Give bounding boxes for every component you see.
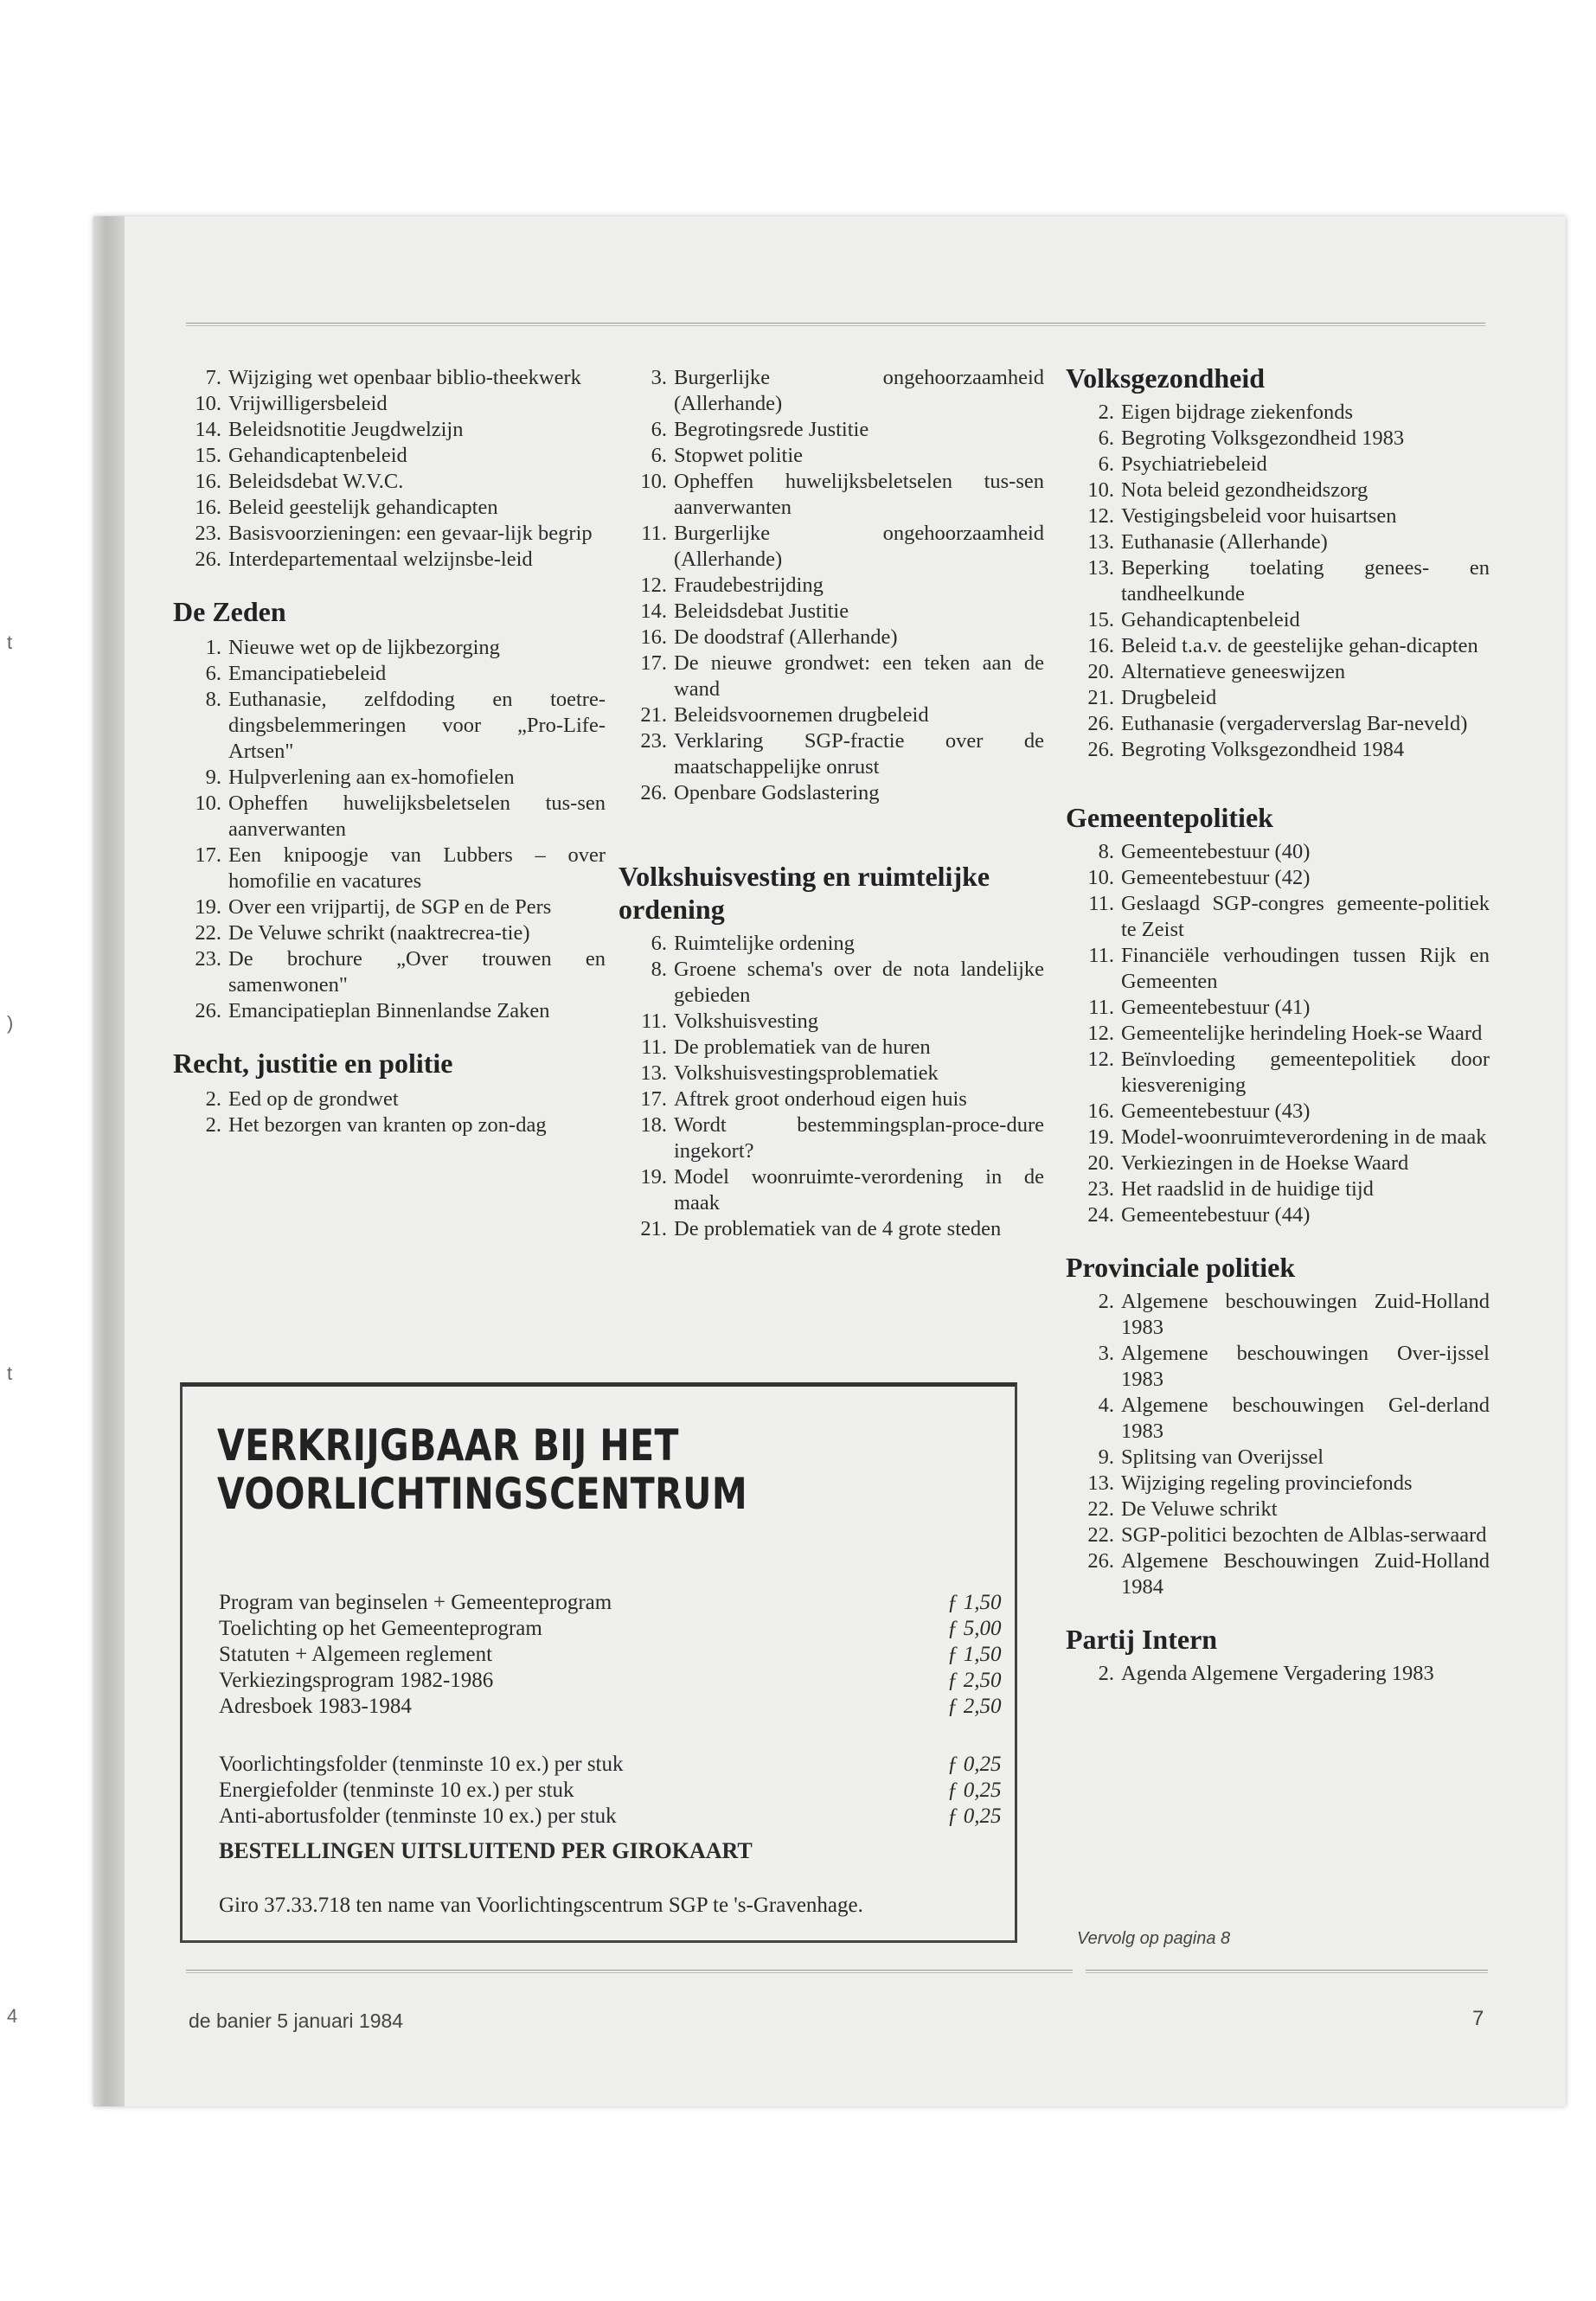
top-rule-2 [186,325,1485,326]
item-title: Wijziging regeling provinciefonds [1121,1471,1413,1495]
list-item [619,599,1044,625]
list-item [1066,711,1490,737]
list-item [1066,633,1490,659]
item-number: 10. [195,792,221,815]
list-item [173,1112,606,1138]
item-number: 14. [640,599,667,623]
list-item [619,573,1044,599]
item-number: 4. [1098,1394,1114,1417]
item-title: Opheffen huwelijksbeletselen tus-sen aanverwanten [228,792,606,841]
item-title: Beleidsvoornemen drugbeleid [674,703,929,727]
item-title: Openbare Godslastering [674,781,880,804]
item-number: 7. [205,366,221,389]
edge-mark: ) [7,1012,14,1034]
item-title: Gehandicaptenbeleid [228,444,407,467]
item-title: Het bezorgen van kranten op zon-dag [228,1113,547,1137]
item-number: 12. [1087,1022,1114,1045]
item-title: Euthanasie (vergaderverslag Bar-neveld) [1121,712,1468,735]
item-title: Verkiezingen in de Hoekse Waard [1121,1151,1409,1175]
list-item [173,521,606,547]
item-number: 2. [1098,401,1114,424]
edge-mark: t [7,1362,13,1384]
list-item [619,1216,1044,1242]
item-title: De problematiek van de 4 grote steden [674,1217,1002,1240]
list-item [1066,1176,1490,1202]
item-number: 3. [651,366,667,389]
list-item [1066,1522,1490,1548]
item-number: 22. [1087,1497,1114,1521]
list-de-zeden [173,635,606,1024]
item-number: 6. [205,662,221,685]
item-number: 23. [195,522,221,545]
product-price: ƒ 1,50 [947,1643,1002,1666]
list-justitie [619,365,1044,806]
item-title: Splitsing van Overijssel [1121,1445,1324,1469]
item-number: 6. [1098,426,1114,450]
list-item [173,920,606,946]
list-item [1066,426,1490,452]
item-title: Beleid geestelijk gehandicapten [228,496,498,519]
item-number: 26. [1087,712,1114,735]
box-title [217,1421,747,1518]
list-item [173,635,606,661]
product-price: ƒ 1,50 [947,1591,1002,1614]
list-item [1066,995,1490,1021]
product-price: ƒ 0,25 [947,1753,1002,1776]
item-number: 22. [1087,1523,1114,1547]
item-title: Gemeentebestuur (40) [1121,840,1311,863]
item-number: 19. [640,1165,667,1189]
item-title: Algemene beschouwingen Gel-derland 1983 [1121,1394,1490,1443]
list-item [619,728,1044,780]
item-title: Burgerlijke ongehoorzaamheid (Allerhande) [674,522,1044,571]
item-title: Fraudebestrijding [674,574,824,597]
item-title: Eed op de grondwet [228,1087,399,1111]
edge-marks [0,0,17,2301]
edge-mark: 4 [7,2005,18,2027]
list-item [1066,1393,1490,1445]
product-price: ƒ 2,50 [947,1669,1002,1692]
list-item [619,469,1044,521]
item-number: 12. [1087,504,1114,528]
list-item [173,894,606,920]
bottom-rule-left-2 [186,1972,1073,1973]
item-number: 6. [651,444,667,467]
item-number: 6. [651,932,667,955]
order-note: BESTELLINGEN UITSLUITEND PER GIROKAART [219,1838,753,1863]
item-title: Opheffen huwelijksbeletselen tus-sen aanverwanten [674,470,1044,519]
list-item [173,687,606,765]
list-item [1066,400,1490,426]
list-item [173,417,606,443]
heading-provinciale-politiek: Provinciale politiek [1066,1252,1296,1283]
item-title: Beleidsdebat W.V.C. [228,470,404,493]
list-item [1066,865,1490,891]
item-number: 11. [641,522,667,545]
box-title-line2: VOORLICHTINGSCENTRUM [217,1469,748,1519]
item-title: Nota beleid gezondheidszorg [1121,478,1368,502]
list-welzijn [173,365,606,573]
item-title: Nieuwe wet op de lijkbezorging [228,636,500,659]
list-item [1066,1021,1490,1047]
item-title: Emancipatiebeleid [228,662,387,685]
item-number: 16. [195,470,221,493]
product-name: Statuten + Algemeen reglement [219,1643,493,1666]
item-title: Eigen bijdrage ziekenfonds [1121,401,1354,424]
list-item [619,521,1044,573]
item-number: 26. [195,548,221,571]
list-item [173,469,606,495]
item-number: 12. [640,574,667,597]
item-number: 19. [195,895,221,919]
product-name: Voorlichtingsfolder (tenminste 10 ex.) per stuk [219,1753,624,1776]
item-title: De Veluwe schrikt (naaktrecrea-tie) [228,921,530,945]
item-title: Beïnvloeding gemeentepolitiek door kiesvereniging [1121,1048,1490,1097]
item-number: 11. [641,1009,667,1033]
item-title: Aftrek groot onderhoud eigen huis [674,1087,967,1111]
item-title: De doodstraf (Allerhande) [674,625,898,649]
list-item [1066,1202,1490,1228]
list-item [619,625,1044,651]
heading-recht-justitie-politie: Recht, justitie en politie [173,1048,453,1079]
bottom-rule-right [1086,1970,1488,1971]
item-number: 24. [1087,1203,1114,1227]
item-title: Euthanasie, zelfdoding en toetre-dingsbelemmeringen voor „Pro-Life-Artsen" [228,688,606,763]
item-number: 18. [640,1113,667,1137]
item-title: Begrotingsrede Justitie [674,418,869,441]
item-number: 2. [1098,1290,1114,1313]
list-item [1066,839,1490,865]
item-number: 26. [195,999,221,1022]
list-item [619,1009,1044,1035]
list-item [173,843,606,894]
list-item [619,702,1044,728]
item-title: Psychiatriebeleid [1121,452,1267,476]
item-number: 9. [205,766,221,789]
list-item [1066,1047,1490,1099]
item-title: Begroting Volksgezondheid 1984 [1121,738,1405,761]
heading-volkshuisvesting: Volkshuisvesting en ruimtelijke ordening [619,861,990,925]
product-name: Toelichting op het Gemeenteprogram [219,1617,542,1640]
list-item [1066,1548,1490,1600]
edge-mark: t [7,631,13,653]
item-number: 23. [640,729,667,753]
list-item [1066,555,1490,607]
list-item [173,765,606,791]
list-item [173,365,606,391]
bottom-rule-right-2 [1086,1972,1488,1973]
list-item [1066,478,1490,503]
heading-gemeentepolitiek: Gemeentepolitiek [1066,802,1273,833]
item-number: 11. [1088,996,1114,1019]
product-price: ƒ 0,25 [947,1804,1002,1828]
product-name: Verkiezingsprogram 1982-1986 [219,1669,494,1692]
item-number: 11. [641,1035,667,1059]
item-title: Emancipatieplan Binnenlandse Zaken [228,999,550,1022]
item-title: Gehandicaptenbeleid [1121,608,1300,631]
item-number: 8. [651,958,667,981]
list-item [1066,1661,1490,1687]
item-number: 2. [1098,1662,1114,1685]
item-title: Wordt bestemmingsplan-proce-dure ingekort? [674,1113,1044,1163]
list-item [173,661,606,687]
list-item [173,495,606,521]
list-item [1066,891,1490,943]
list-item [1066,1099,1490,1125]
list-item [1066,1497,1490,1522]
item-title: Gemeentebestuur (44) [1121,1203,1311,1227]
item-title: Gemeentebestuur (43) [1121,1099,1311,1123]
list-item [1066,452,1490,478]
item-title: Vrijwilligersbeleid [228,392,388,415]
column-2 [619,365,1044,1242]
item-title: Algemene beschouwingen Over-ijssel 1983 [1121,1342,1490,1391]
item-title: Model woonruimte-verordening in de maak [674,1165,1044,1215]
item-number: 10. [195,392,221,415]
item-title: Gemeentebestuur (42) [1121,866,1311,889]
list-item [173,547,606,573]
list-item [619,780,1044,806]
item-title: De nieuwe grondwet: een teken aan de wand [674,651,1044,701]
item-title: Model-woonruimteverordening in de maak [1121,1125,1487,1149]
list-item [1066,1150,1490,1176]
list-item [1066,1445,1490,1471]
list-item [619,365,1044,417]
item-title: Een knipoogje van Lubbers – over homofilie en vacatures [228,843,606,893]
item-number: 2. [205,1113,221,1137]
list-item [619,931,1044,957]
item-number: 9. [1098,1445,1114,1469]
item-number: 23. [1087,1177,1114,1201]
item-title: Alternatieve geneeswijzen [1121,660,1346,683]
item-number: 2. [205,1087,221,1111]
bottom-rule-left [186,1970,1073,1971]
item-number: 10. [1087,478,1114,502]
list-item [619,651,1044,702]
item-number: 1. [205,636,221,659]
list-item [1066,685,1490,711]
product-name: Program van beginselen + Gemeenteprogram [219,1591,612,1614]
continued-note: Vervolg op pagina 8 [1077,1929,1231,1948]
item-title: De problematiek van de huren [674,1035,931,1059]
list-item [1066,1341,1490,1393]
item-number: 20. [1087,1151,1114,1175]
item-number: 13. [1087,530,1114,554]
item-title: Ruimtelijke ordening [674,932,855,955]
list-gemeentepolitiek [1066,839,1490,1228]
item-number: 16. [1087,634,1114,657]
item-title: Algemene beschouwingen Zuid-Holland 1983 [1121,1290,1490,1339]
item-title: Drugbeleid [1121,686,1217,709]
item-number: 26. [640,781,667,804]
item-title: Euthanasie (Allerhande) [1121,530,1328,554]
item-number: 19. [1087,1125,1114,1149]
item-number: 22. [195,921,221,945]
item-title: Volkshuisvestingsproblematiek [674,1061,939,1085]
product-name: Adresboek 1983-1984 [219,1695,412,1718]
item-number: 15. [195,444,221,467]
item-number: 11. [1088,892,1114,915]
list-item [619,1035,1044,1061]
column-3 [1066,362,1490,1687]
item-title: Gemeentebestuur (41) [1121,996,1311,1019]
item-title: Beleidsnotitie Jeugdwelzijn [228,418,464,441]
item-number: 21. [1087,686,1114,709]
list-item [1066,503,1490,529]
list-item [173,946,606,998]
list-recht [173,1086,606,1138]
item-number: 21. [640,1217,667,1240]
page-number: 7 [1472,2007,1484,2030]
item-number: 17. [640,1087,667,1111]
ordering-box [180,1382,1017,1943]
item-title: Wijziging wet openbaar biblio-theekwerk [228,366,581,389]
item-number: 6. [651,418,667,441]
list-item [619,443,1044,469]
heading-partij-intern: Partij Intern [1066,1624,1218,1655]
list-item [173,391,606,417]
list-item [173,1086,606,1112]
item-title: Financiële verhoudingen tussen Rijk en Gemeenten [1121,944,1490,993]
list-provinciale-politiek [1066,1289,1490,1600]
list-item [619,1112,1044,1164]
list-item [173,998,606,1024]
top-rule [186,323,1485,324]
list-item [619,1086,1044,1112]
list-item [1066,659,1490,685]
product-name: Anti-abortusfolder (tenminste 10 ex.) per stuk [219,1804,617,1828]
item-number: 16. [195,496,221,519]
item-title: Beleid t.a.v. de geestelijke gehan-dicapten [1121,634,1478,657]
list-item [619,417,1044,443]
item-number: 10. [1087,866,1114,889]
item-title: Stopwet politie [674,444,804,467]
list-item [1066,737,1490,763]
item-number: 14. [195,418,221,441]
heading-de-zeden: De Zeden [173,596,286,627]
item-title: Burgerlijke ongehoorzaamheid (Allerhande) [674,366,1044,415]
item-number: 8. [205,688,221,711]
item-title: Gemeentelijke herindeling Hoek-se Waard [1121,1022,1483,1045]
item-title: Over een vrijpartij, de SGP en de Pers [228,895,552,919]
item-title: Verklaring SGP-fractie over de maatschappelijke onrust [674,729,1044,779]
item-title: De Veluwe schrikt [1121,1497,1278,1521]
box-title-line1: VERKRIJGBAAR BIJ HET [217,1420,679,1471]
product-price: ƒ 0,25 [947,1779,1002,1802]
item-number: 6. [1098,452,1114,476]
item-title: De brochure „Over trouwen en samenwonen" [228,947,606,997]
item-number: 13. [1087,1471,1114,1495]
list-item [619,1061,1044,1086]
item-number: 16. [1087,1099,1114,1123]
product-name: Energiefolder (tenminste 10 ex.) per stuk [219,1779,574,1802]
item-number: 11. [1088,944,1114,967]
item-number: 17. [640,651,667,675]
list-item [619,1164,1044,1216]
list-item [1066,607,1490,633]
list-item [619,957,1044,1009]
list-item [173,443,606,469]
list-item [1066,943,1490,995]
item-number: 10. [640,470,667,493]
list-item [173,791,606,843]
item-number: 16. [640,625,667,649]
item-title: Beleidsdebat Justitie [674,599,849,623]
item-title: Beperking toelating genees- en tandheelkunde [1121,556,1490,606]
list-item [1066,1289,1490,1341]
product-price: ƒ 5,00 [947,1617,1002,1640]
item-title: Basisvoorzieningen: een gevaar-lijk begrip [228,522,593,545]
item-number: 20. [1087,660,1114,683]
item-title: Het raadslid in de huidige tijd [1121,1177,1374,1201]
item-number: 12. [1087,1048,1114,1071]
list-item [1066,529,1490,555]
product-price: ƒ 2,50 [947,1695,1002,1718]
column-1 [173,365,606,1138]
heading-volksgezondheid: Volksgezondheid [1066,362,1265,394]
item-title: Volkshuisvesting [674,1009,818,1033]
list-partij-intern [1066,1661,1490,1687]
footer-publication: de banier 5 januari 1984 [189,2009,404,2032]
item-number: 8. [1098,840,1114,863]
item-title: Geslaagd SGP-congres gemeente-politiek te Zeist [1121,892,1490,941]
item-title: SGP-politici bezochten de Alblas-serwaard [1121,1523,1487,1547]
list-volkshuisvesting [619,931,1044,1242]
item-title: Begroting Volksgezondheid 1983 [1121,426,1405,450]
item-title: Agenda Algemene Vergadering 1983 [1121,1662,1434,1685]
item-number: 3. [1098,1342,1114,1365]
item-number: 17. [195,843,221,867]
item-number: 13. [640,1061,667,1085]
page-spine [93,216,125,2106]
item-number: 26. [1087,738,1114,761]
item-title: Hulpverlening aan ex-homofielen [228,766,515,789]
item-number: 21. [640,703,667,727]
list-volksgezondheid [1066,400,1490,763]
item-title: Groene schema's over de nota landelijke gebieden [674,958,1044,1007]
item-title: Interdepartementaal welzijnsbe-leid [228,548,533,571]
giro-line: Giro 37.33.718 ten name van Voorlichtingscentrum SGP te 's-Gravenhage. [219,1894,863,1917]
item-title: Algemene Beschouwingen Zuid-Holland 1984 [1121,1549,1490,1599]
item-number: 13. [1087,556,1114,580]
list-item [1066,1125,1490,1150]
list-item [1066,1471,1490,1497]
item-number: 23. [195,947,221,971]
item-title: Vestigingsbeleid voor huisartsen [1121,504,1397,528]
item-number: 26. [1087,1549,1114,1573]
item-number: 15. [1087,608,1114,631]
